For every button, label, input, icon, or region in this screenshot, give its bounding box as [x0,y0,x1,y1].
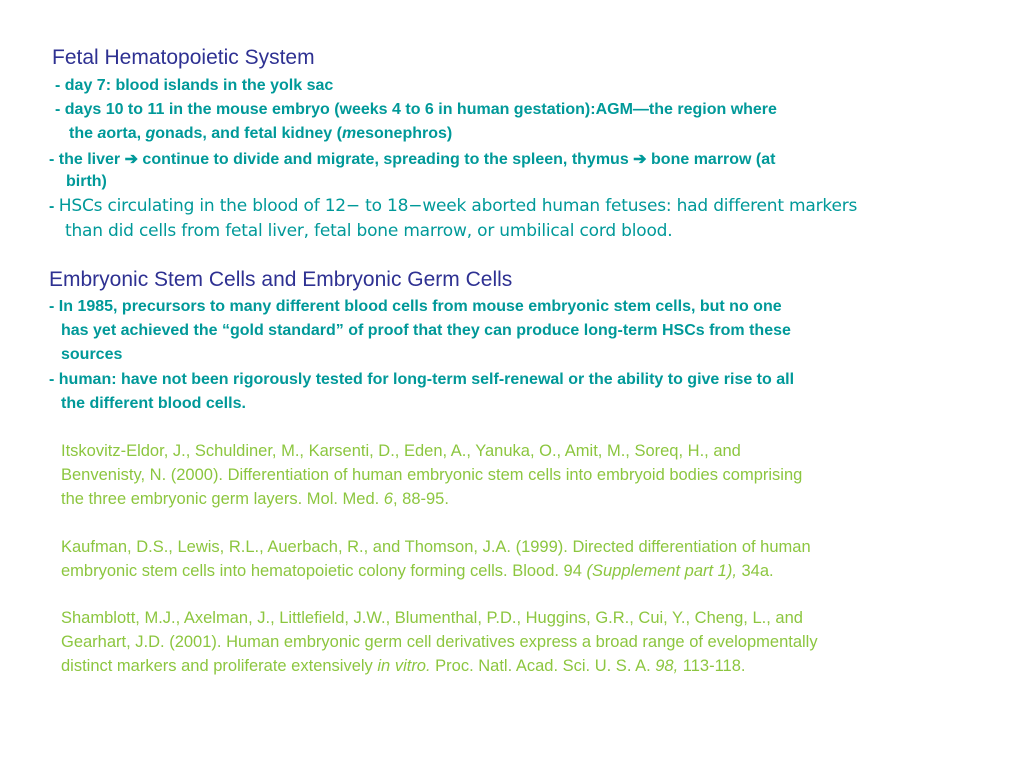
reference-2-line-2 [61,562,774,581]
fetal-line-6 [49,196,857,216]
fetal-line-4 [49,149,775,169]
fetal-line-3-b: a [97,125,107,142]
reference-3-volume: 98, [655,657,679,675]
reference-1-line-3-a: the three embryonic germ layers. Mol. Med. [61,490,384,508]
fetal-line-3-g: esonephros) [356,125,453,142]
fetal-line-5: birth) [66,173,107,190]
reference-3-line-3-e: 113-118. [678,657,746,675]
esc-line-4: - human: have not been rigorously tested for long-term self-renewal or the ability to give rise to all [49,371,795,388]
reference-3-line-3-a: distinct markers and proliferate extensively [61,657,378,675]
reference-1-line-3 [61,490,449,509]
reference-2-line-1: Kaufman, D.S., Lewis, R.L., Auerbach, R., and Thomson, J.A. (1999). Directed differentiation of human [61,538,811,556]
reference-3-in-vitro: in vitro. [377,657,431,675]
reference-1-line-2: Benvenisty, N. (2000). Differentiation of human embryonic stem cells into embryoid bodies comprising [61,466,803,484]
section-title-embryonic-stem-cells: Embryonic Stem Cells and Embryonic Germ Cells [49,268,513,291]
reference-3-line-2: Gearhart, J.D. (2001). Human embryonic germ cell derivatives express a broad range of evelopmentally [61,633,818,651]
reference-2-line-2-a: embryonic stem cells into hematopoietic colony forming cells. Blood. 94 [61,562,587,580]
arrow-right-icon: ➔ [633,151,647,168]
fetal-line-7: than did cells from fetal liver, fetal bone marrow, or umbilical cord blood. [65,221,673,241]
esc-line-3: sources [61,346,123,363]
reference-3-line-1: Shamblott, M.J., Axelman, J., Littlefield, J.W., Blumenthal, P.D., Huggins, G.R., Cui, Y., Cheng, L., and [61,609,803,627]
fetal-line-3-f: m [341,125,357,142]
arrow-right-icon: ➔ [124,151,138,168]
fetal-line-6-text: HSCs circulating in the blood of 12− to 18−week aborted human fetuses: had different markers [58,196,858,216]
fetal-line-4-a: - the liver [49,151,125,168]
fetal-line-4-b: continue to divide and migrate, spreading to the spleen, thymus [137,151,634,168]
reference-3-line-3 [61,657,745,676]
reference-1-line-3-c: , 88-95. [392,490,449,508]
fetal-line-3-c: orta, [106,125,146,142]
fetal-line-3-d: g [145,125,156,142]
esc-line-1: - In 1985, precursors to many different blood cells from mouse embryonic stem cells, but no one [49,298,782,315]
esc-line-5: the different blood cells. [61,395,246,412]
fetal-line-6-dash: - [49,198,59,215]
fetal-line-4-c: bone marrow (at [646,151,776,168]
reference-2-supplement: (Supplement part 1), [586,562,737,580]
fetal-line-3 [69,125,452,143]
esc-line-2: has yet achieved the “gold standard” of proof that they can produce long-term HSCs from these [61,322,791,339]
fetal-line-3-e: onads, and fetal kidney ( [155,125,342,142]
reference-2-line-2-c: 34a. [736,562,774,580]
reference-3-line-3-c: Proc. Natl. Acad. Sci. U. S. A. [430,657,656,675]
fetal-line-1: - day 7: blood islands in the yolk sac [55,77,334,94]
reference-1-line-1: Itskovitz-Eldor, J., Schuldiner, M., Karsenti, D., Eden, A., Yanuka, O., Amit, M., Soreq, H., and [61,442,741,460]
section-title-fetal-hematopoietic: Fetal Hematopoietic System [52,46,315,69]
fetal-line-2: - days 10 to 11 in the mouse embryo (weeks 4 to 6 in human gestation):AGM—the region where [55,101,777,118]
reference-1-volume: 6 [383,490,393,508]
fetal-line-3-a: the [69,125,98,142]
